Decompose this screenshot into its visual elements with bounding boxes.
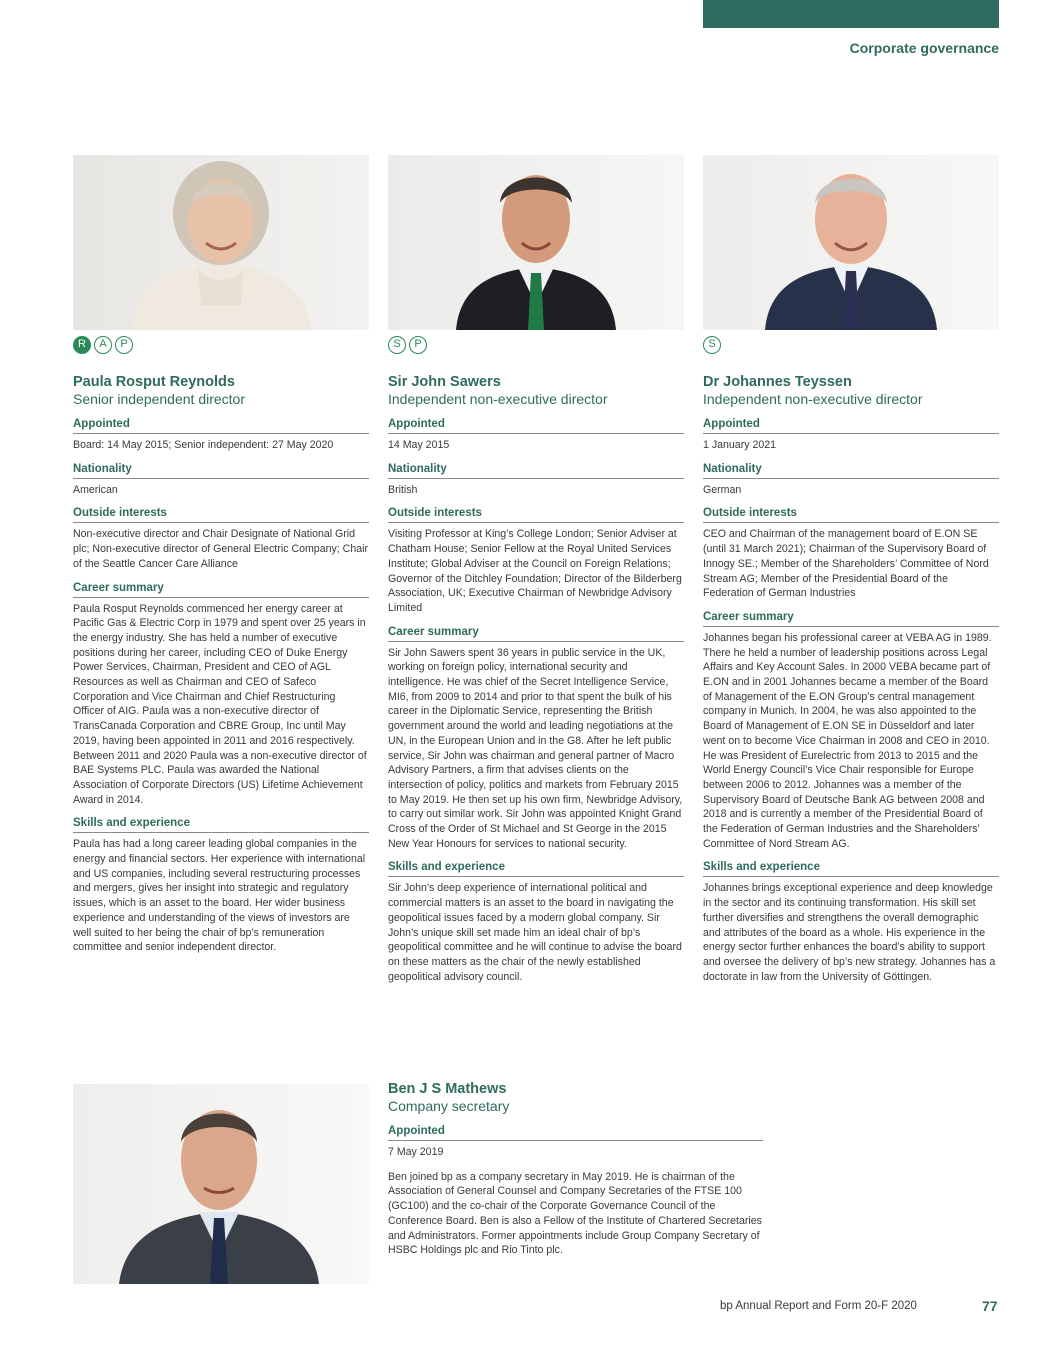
- career-summary-label: Career summary: [703, 609, 999, 627]
- career-summary-label: Career summary: [388, 624, 684, 642]
- appointed-value: 7 May 2019: [388, 1146, 444, 1158]
- director-name: Sir John Sawers: [388, 374, 501, 390]
- career-summary-text: Sir John Sawers spent 36 years in public service in the UK, working on foreign policy, international security and intelligence. He was chief of the Secret Intelligence Service, MI6, from 2009 to 2014 and prior to that spent the bulk of his career in the Diplomatic Service, representing the British government around the world and leading negotiations at the UN, in the European Union and in the G8. After he left public service, Sir John was chairman and general partner of Macro Advisory Partners, a firm that advises clients on the intersection of policy, politics and markets from February 2015 to May 2019. He then set up his own firm, Newbridge Advisory, to carry out similar work. Sir John was appointed Knight Grand Cross of the Order of St Michael and St George in the 2015 New Year Honours for services to national security.: [388, 646, 683, 850]
- skills-text: Sir John’s deep experience of international political and commercial matters is an asset to the board in navigating the geopolitical issues faced by a modern global company. Sir John’s unique skill set made him an ideal chair of bp’s geopolitical committee and he will continue to advise the board on these matters as the chair of the newly established geopolitical advisory council.: [388, 882, 682, 983]
- company-secretary-profile: [388, 1081, 763, 1258]
- appointed-value: Board: 14 May 2015; Senior independent: 27 May 2020: [73, 439, 334, 451]
- skills-label: Skills and experience: [703, 859, 999, 877]
- director-role: Senior independent director: [73, 391, 246, 407]
- appointed-label: Appointed: [703, 416, 999, 434]
- outside-interests-text: Non-executive director and Chair Designate of National Grid plc; Non-executive director of General Electric Company; Chair of the Seattle Cancer Care Alliance: [73, 528, 368, 570]
- nationality-value: German: [703, 483, 742, 496]
- appointed-value: 1 January 2021: [703, 439, 777, 451]
- outside-interests-text: Visiting Professor at King’s College London; Senior Adviser at Chatham House; Senior Fellow at the Royal United Services Institute; Global Adviser at the Council on Foreign Relations; Governor of the Ditchley Foundation; Director of the Bilderberg Association, UK; Executive Chairman of Newbridge Advisory Limited: [388, 528, 682, 614]
- outside-interests-label: Outside interests: [388, 505, 684, 523]
- secretary-role: Company secretary: [388, 1098, 510, 1114]
- appointed-label: Appointed: [388, 416, 684, 434]
- page-number: 77: [982, 1298, 998, 1314]
- nationality-label: Nationality: [388, 461, 684, 479]
- committee-badges: [388, 336, 684, 358]
- committee-badges: [703, 336, 999, 358]
- committee-badge-s: S: [703, 336, 721, 354]
- career-summary-text: Paula Rosput Reynolds commenced her energy career at Pacific Gas & Electric Corp in 1979 and spent over 25 years in the energy industry. She has held a number of executive positions during her career, including CEO of Duke Energy Power Services, Chairman, President and CEO of AGL Resources as well as Chairman and CEO of Safeco Corporation and Vice Chairman and Chief Restructuring Officer of AIG. Paula was a non-executive director of TransCanada Corporation and CBRE Group, Inc until May 2019, having been appointed in 2011 and 2016 respectively. Between 2011 and 2020 Paula was a non-executive director of BAE Systems PLC. Paula was awarded the National Association of Corporate Directors (US) Lifetime Achievement Award in 2014.: [73, 602, 367, 806]
- header-accent-bar: [703, 0, 999, 28]
- appointed-value: 14 May 2015: [388, 439, 450, 451]
- committee-badges: [73, 336, 369, 358]
- committee-badge-s: S: [388, 336, 406, 354]
- outside-interests-label: Outside interests: [703, 505, 999, 523]
- nationality-label: Nationality: [73, 461, 369, 479]
- career-summary-label: Career summary: [73, 580, 369, 598]
- nationality-value: American: [73, 483, 118, 496]
- committee-badge-r: R: [73, 336, 91, 354]
- skills-text: Paula has had a long career leading global companies in the energy and financial sectors. Her experience with international and US companies, including several restructuring processes and mergers, gives her insight into strategic and regulatory issues, which is an asset to the board. Her wider business experience and understanding of the views of investors are well suited to her being the chair of bp’s remuneration committee and senior independent director.: [73, 838, 366, 954]
- outside-interests-label: Outside interests: [73, 505, 369, 523]
- director-profile-teyssen: [703, 155, 999, 984]
- career-summary-text: Johannes began his professional career at VEBA AG in 1989. There he held a number of leadership positions across Legal Affairs and Key Account Sales. In 2000 VEBA became part of E.ON and in 2001 Johannes became a member of the Board of Management of the E.ON Group’s central management company in Munich. In 2004, he was also appointed to the Board of Management of E.ON SE in Düsseldorf and later went on to become Vice Chairman in 2008 and CEO in 2010. He was President of Eurelectric from 2013 to 2015 and the World Energy Council’s Vice Chair responsible for Europe between 2006 to 2012. Johannes was a member of the Supervisory Board of Deutsche Bank AG between 2008 and 2018 and is currently a member of the Presidential Board of the Federation of German Industries and the Shareholders’ Committee of Nord Stream AG.: [703, 631, 992, 850]
- appointed-label: Appointed: [388, 1123, 763, 1141]
- director-photo: [703, 155, 999, 330]
- secretary-photo: [73, 1084, 369, 1284]
- committee-badge-a: A: [94, 336, 112, 354]
- secretary-name: Ben J S Mathews: [388, 1081, 507, 1097]
- committee-badge-p: P: [409, 336, 427, 354]
- outside-interests-text: CEO and Chairman of the management board of E.ON SE (until 31 March 2021); Chairman of the Supervisory Board of Innogy SE.; Member of the Shareholders’ Committee of Nord Stream AG; Member of the Presidential Board of the Federation of German Industries: [703, 528, 989, 600]
- director-role: Independent non-executive director: [703, 391, 923, 407]
- committee-badge-p: P: [115, 336, 133, 354]
- director-name: Dr Johannes Teyssen: [703, 374, 852, 390]
- director-name: Paula Rosput Reynolds: [73, 374, 235, 390]
- secretary-bio: Ben joined bp as a company secretary in May 2019. He is chairman of the Association of General Counsel and Company Secretaries of the FTSE 100 (GC100) and the co-chair of the Corporate Governance Council of the Conference Board. Ben is also a Fellow of the Institute of Chartered Secretaries and Administrators. Former appointments include Group Company Secretary of HSBC Holdings plc and Rio Tinto plc.: [388, 1170, 762, 1257]
- skills-label: Skills and experience: [73, 815, 369, 833]
- appointed-label: Appointed: [73, 416, 369, 434]
- director-photo: [73, 155, 369, 330]
- director-profile-reynolds: [73, 155, 369, 955]
- skills-text: Johannes brings exceptional experience and deep knowledge in the sector and its continuing transformation. His skill set further diversifies and strengthens the overall demographic and attributes of the board as a whole. His experience in the energy sector further enhances the board’s ability to support and oversee the delivery of bp’s new strategy. Johannes has a doctorate in law from the University of Göttingen.: [703, 882, 996, 983]
- nationality-label: Nationality: [703, 461, 999, 479]
- section-title: Corporate governance: [849, 40, 999, 56]
- report-title: bp Annual Report and Form 20-F 2020: [720, 1300, 917, 1312]
- director-role: Independent non-executive director: [388, 391, 608, 407]
- nationality-value: British: [388, 483, 418, 496]
- director-profile-sawers: [388, 155, 684, 984]
- director-photo: [388, 155, 684, 330]
- skills-label: Skills and experience: [388, 859, 684, 877]
